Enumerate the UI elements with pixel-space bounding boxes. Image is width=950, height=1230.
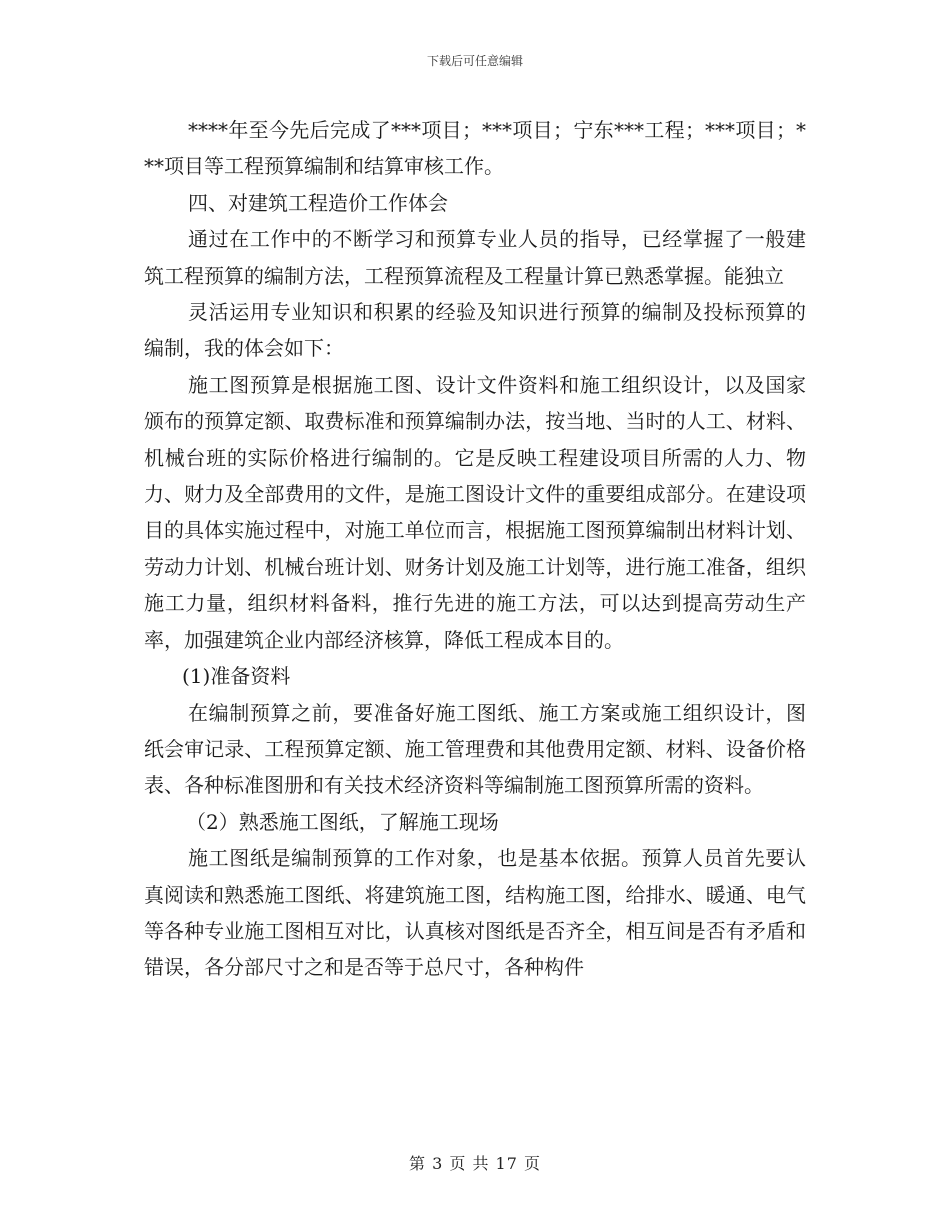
- paragraph-completed-projects: ****年至今先后完成了***项目；***项目；宁东***工程；***项目；***项目等工程预算编制和结算审核工作。: [144, 118, 806, 179]
- document-body: [144, 112, 806, 986]
- subheading-prepare-materials: (1)准备资料: [182, 664, 291, 689]
- paragraph-drawings: 施工图纸是编制预算的工作对象，也是基本依据。预算人员首先要认真阅读和熟悉施工图纸、将建筑施工图，结构施工图，给排水、暖通、电气等各种专业施工图相互对比，认真核对图纸是否齐全，相互间是否有矛盾和错误，各分部尺寸之和是否等于总尺寸，各种构件: [144, 846, 806, 980]
- page-header: 下载后可任意编辑: [426, 54, 523, 68]
- page-number: 第 3 页 共 17 页: [409, 1154, 541, 1173]
- paragraph-prepare-materials: 在编制预算之前，要准备好施工图纸、施工方案或施工组织设计，图纸会审记录、工程预算定额、施工管理费和其他费用定额、材料、设备价格表、各种标准图册和有关技术经济资料等编制施工图预算所需的资料。: [144, 700, 806, 798]
- paragraph-application: 灵活运用专业知识和积累的经验及知识进行预算的编制及投标预算的编制，我的体会如下：: [144, 300, 806, 361]
- paragraph-construction-budget: 施工图预算是根据施工图、设计文件资料和施工组织设计，以及国家颁布的预算定额、取费标准和预算编制办法，按当地、当时的人工、材料、机械台班的实际价格进行编制的。它是反映工程建设项目所需的人力、物力、财力及全部费用的文件，是施工图设计文件的重要组成部分。在建设项目的具体实施过程中，对施工单位而言，根据施工图预算编制出材料计划、劳动力计划、机械台班计划、财务计划及施工计划等，进行施工准备，组织施工力量，组织材料备料，推行先进的施工方法，可以达到提高劳动生产率，加强建筑企业内部经济核算，降低工程成本目的。: [144, 372, 806, 652]
- subheading-familiarize-drawings: （2）熟悉施工图纸，了解施工现场: [186, 809, 499, 834]
- section-heading-cost-experience: 四、对建筑工程造价工作体会: [188, 190, 448, 215]
- paragraph-learning: 通过在工作中的不断学习和预算专业人员的指导，已经掌握了一般建筑工程预算的编制方法，工程预算流程及工程量计算已熟悉掌握。能独立: [144, 227, 806, 288]
